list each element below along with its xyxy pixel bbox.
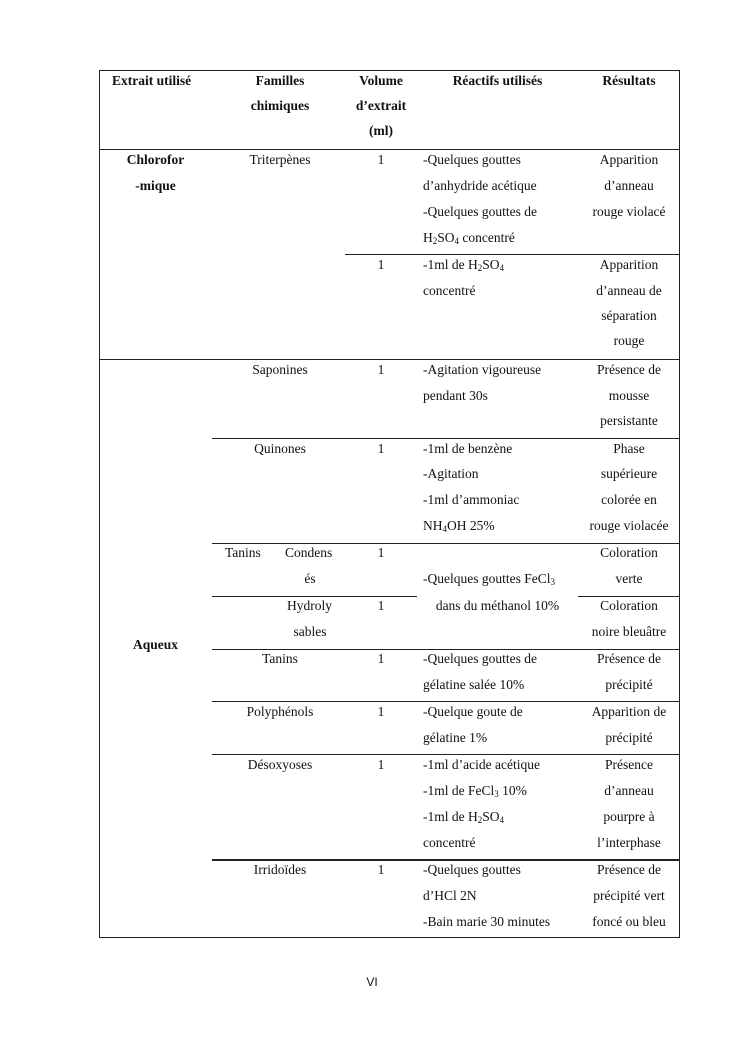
resultat-saponines: Présence de [596, 362, 662, 377]
reactifs-desoxyoses: concentré [423, 835, 476, 850]
header-volume-line3: (ml) [369, 123, 393, 138]
reactifs-quinones: -1ml d’ammoniac [423, 492, 520, 507]
reactifs-quinones: -Agitation [423, 466, 479, 481]
reactifs-tanins-fecl3: -Quelques gouttes FeCl$_3$ [423, 571, 555, 587]
resultat-desoxyoses: d’anneau [604, 783, 654, 798]
reactifs-desoxyoses-fecl3: -1ml de FeCl$_3$ 10% [423, 783, 527, 799]
resultat-quinones: Phase [613, 441, 645, 456]
resultat-triterpenes-2: d’anneau de [596, 283, 662, 298]
resultat-polyphenols: précipité [605, 730, 653, 745]
resultat-quinones: rouge violacée [589, 518, 669, 533]
reactifs-saponines: pendant 30s [423, 388, 488, 403]
volume-desoxyoses: 1 [377, 757, 385, 772]
resultat-quinones: colorée en [601, 492, 657, 507]
resultat-tanins-hydrolysables: noire bleuâtre [591, 624, 667, 639]
resultat-desoxyoses: pourpre à [603, 809, 655, 824]
volume-triterpenes-2: 1 [377, 257, 385, 272]
family-tanins-condenses: és [304, 571, 316, 586]
resultat-triterpenes-1: d’anneau [604, 178, 654, 193]
volume-quinones: 1 [377, 441, 385, 456]
resultat-desoxyoses: Présence [605, 757, 653, 772]
page-number: VI [366, 975, 378, 989]
resultat-triterpenes-1: Apparition [599, 152, 659, 167]
volume-tanins-hydrolysables: 1 [377, 598, 385, 613]
reactifs-irridoides: -Bain marie 30 minutes [423, 914, 551, 929]
resultat-polyphenols: Apparition de [591, 704, 667, 719]
resultat-tanins: Présence de [596, 651, 662, 666]
reactifs-irridoides: d’HCl 2N [423, 888, 477, 903]
resultat-irridoides: foncé ou bleu [592, 914, 666, 929]
resultat-irridoides: précipité vert [593, 888, 665, 903]
reactifs-desoxyoses: -1ml d’acide acétique [423, 757, 540, 772]
family-tanins: Tanins [262, 651, 298, 666]
resultat-tanins-hydrolysables: Coloration [600, 598, 658, 613]
reactifs-tanins: -Quelques gouttes de [423, 651, 537, 666]
resultat-desoxyoses: l’interphase [597, 835, 661, 850]
family-tanins-hydrolysables: Hydroly [287, 598, 332, 613]
resultat-tanins-condenses: verte [615, 571, 643, 586]
volume-tanins-condenses: 1 [377, 545, 385, 560]
family-tanins-hydrolysables: sables [293, 624, 327, 639]
reactifs-quinones: -1ml de benzène [423, 441, 513, 456]
family-quinones: Quinones [254, 441, 306, 456]
reactifs-triterpenes-1: d’anhydride acétique [423, 178, 537, 193]
resultat-saponines: persistante [600, 413, 658, 428]
resultat-triterpenes-2: séparation [601, 308, 657, 323]
reactifs-polyphenols: gélatine 1% [423, 730, 488, 745]
header-familles-line1: Familles [255, 73, 305, 88]
volume-irridoides: 1 [377, 862, 385, 877]
reactifs-triterpenes-2-h2so4: -1ml de $H_2SO_4$ [423, 257, 505, 273]
header-reactifs: Réactifs utilisés [452, 73, 543, 88]
family-tanins-sub: Tanins [225, 545, 261, 560]
group-chloroformique-line2: -mique [135, 178, 176, 193]
resultat-triterpenes-2: Apparition [599, 257, 659, 272]
header-extrait: Extrait utilisé [112, 73, 192, 88]
header-volume-line2: d’extrait [355, 98, 407, 113]
resultat-triterpenes-2: rouge [613, 333, 645, 348]
reactifs-tanins: gélatine salée 10% [423, 677, 525, 692]
volume-polyphenols: 1 [377, 704, 385, 719]
resultat-saponines: mousse [608, 388, 650, 403]
reactifs-polyphenols: -Quelque goute de [423, 704, 523, 719]
family-desoxyoses: Désoxyoses [247, 757, 313, 772]
resultat-irridoides: Présence de [596, 862, 662, 877]
volume-tanins: 1 [377, 651, 385, 666]
reactifs-triterpenes-2: concentré [423, 283, 476, 298]
reactifs-desoxyoses-h2so4: -1ml de $H_2SO_4$ [423, 809, 505, 825]
reactifs-quinones-nh4oh: $NH_4OH$ 25% [423, 518, 495, 534]
resultat-quinones: supérieure [600, 466, 658, 481]
volume-triterpenes-1: 1 [377, 152, 385, 167]
header-familles-line2: chimiques [250, 98, 310, 113]
header-volume-line1: Volume [359, 73, 403, 88]
reactifs-irridoides: -Quelques gouttes [423, 862, 521, 877]
family-saponines: Saponines [252, 362, 308, 377]
resultat-triterpenes-1: rouge violacé [592, 204, 666, 219]
group-aqueux: Aqueux [132, 637, 178, 652]
volume-saponines: 1 [377, 362, 385, 377]
family-polyphenols: Polyphénols [246, 704, 314, 719]
reactifs-triterpenes-1: -Quelques gouttes [423, 152, 521, 167]
family-irridoides: Irridoïdes [253, 862, 307, 877]
reactifs-triterpenes-1: -Quelques gouttes de [423, 204, 537, 219]
resultat-tanins-condenses: Coloration [600, 545, 658, 560]
reactifs-tanins-methanol: dans du méthanol 10% [435, 598, 560, 613]
group-chloroformique-line1: Chlorofor [126, 152, 185, 167]
family-triterpenes: Triterpènes [249, 152, 311, 167]
resultat-tanins: précipité [605, 677, 653, 692]
header-resultats: Résultats [602, 73, 656, 88]
reactifs-saponines: -Agitation vigoureuse [423, 362, 542, 377]
reactifs-triterpenes-1-h2so4: $H_2SO_4$ concentré [423, 230, 515, 246]
family-tanins-condenses: Condens [285, 545, 333, 560]
